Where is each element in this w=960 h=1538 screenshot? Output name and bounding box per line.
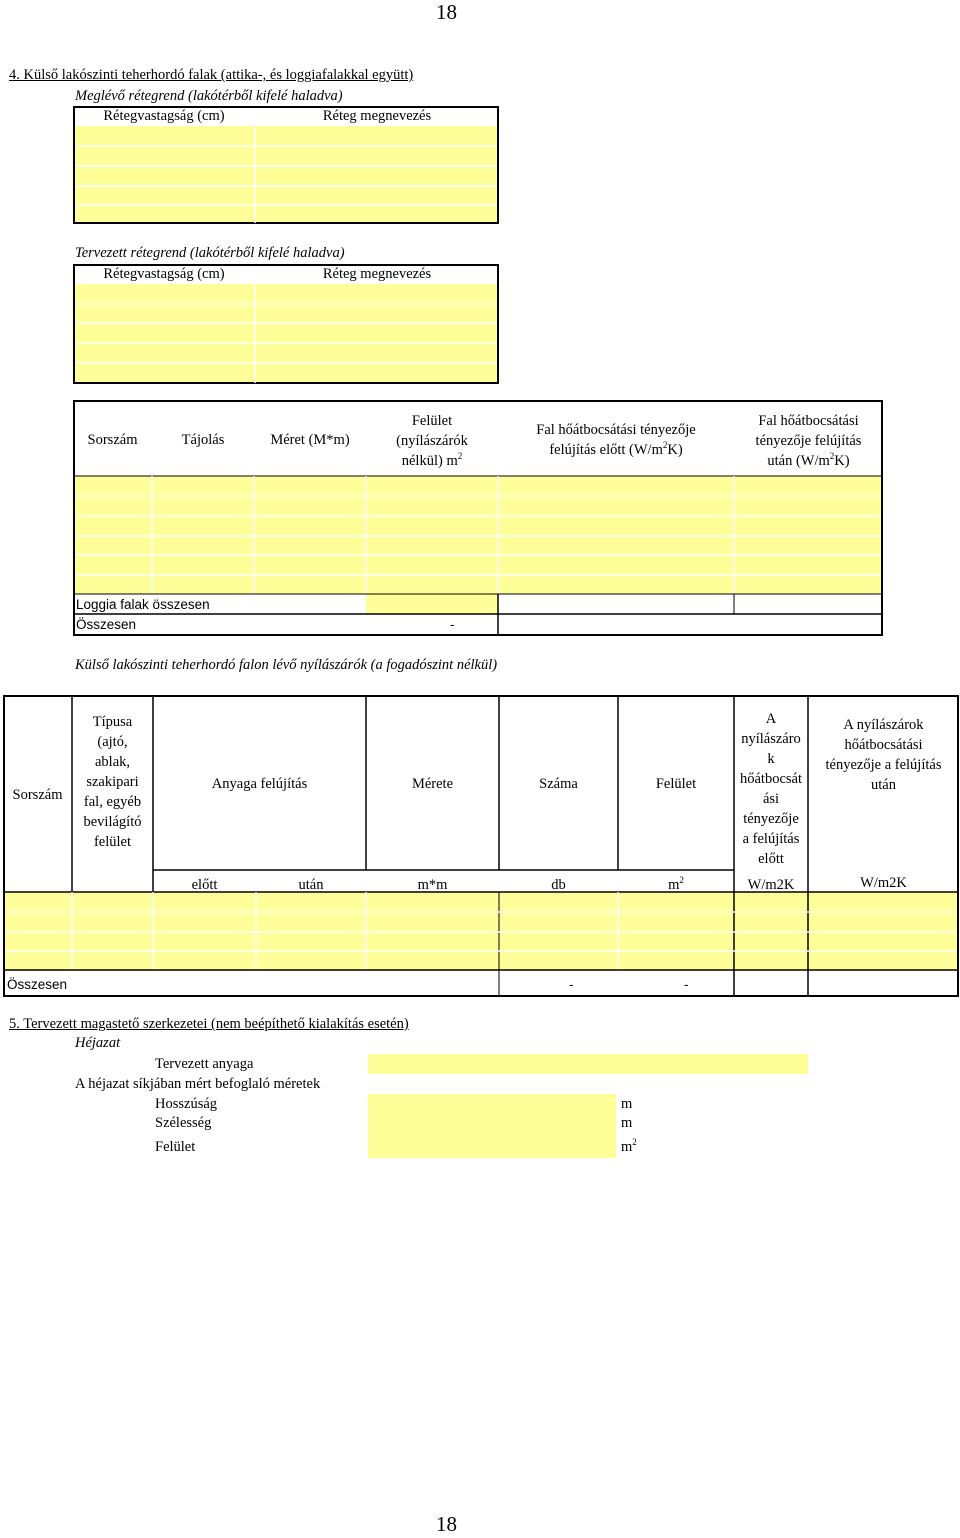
planned-col-name: Réteg megnevezés (322, 266, 432, 282)
page-number-top: 18 (436, 0, 457, 24)
planned-layers-table (73, 264, 499, 384)
openings-total-dash-1: - (569, 977, 574, 992)
planned-layers-caption: Tervezett rétegrend (lakótérből kifelé haladva) (75, 245, 345, 261)
existing-col-name: Réteg megnevezés (322, 108, 432, 124)
area-label: Felület (155, 1139, 196, 1155)
walls-total-label: Összesen (76, 617, 137, 632)
u-before-line-4: ási (762, 791, 780, 807)
openings-h-szama: Száma (539, 775, 578, 792)
section4-title: 4. Külső lakószinti teherhordó falak (attika-, és loggiafalakkal együtt) (9, 67, 414, 83)
width-field[interactable] (368, 1114, 616, 1134)
tipus-line-4: fal, egyéb (83, 794, 142, 810)
u-after-line-0: A nyílászárok (843, 717, 924, 733)
u-before-line-1: nyílászáro (741, 731, 801, 747)
existing-layers-table (73, 106, 499, 224)
openings-h-merete: Mérete (411, 775, 454, 792)
openings-table (3, 695, 959, 997)
area-unit: $m^2$ (621, 1137, 637, 1155)
openings-h-sorszam: Sorszám (12, 786, 63, 803)
u-before-line-7: előtt (758, 851, 784, 867)
walls-h-meret: Méret (M*m) (270, 432, 350, 448)
dims-caption: A héjazat síkjában mért befoglaló méretek (75, 1076, 321, 1092)
unit-mm: m*m (417, 877, 448, 893)
existing-col-thickness: Rétegvastagság (cm) (103, 108, 225, 124)
walls-table (73, 400, 883, 636)
planned-material-field[interactable] (368, 1054, 808, 1074)
openings-h-anyaga: Anyaga felújítás (211, 775, 308, 792)
u-after-line-1: hőátbocsátási (844, 737, 923, 753)
existing-layers-caption: Meglévő rétegrend (lakótérből kifelé haladva) (75, 88, 343, 104)
u-before-line-5: tényezője (743, 811, 799, 827)
walls-h-u-before: Fal hőátbocsátási tényezője felújítás előtt $(W/m^2K)$ (536, 422, 696, 458)
width-unit: m (621, 1115, 633, 1131)
tipus-line-0: Típusa (92, 714, 133, 730)
area-field[interactable] (368, 1134, 616, 1158)
width-label: Szélesség (155, 1115, 212, 1131)
openings-caption: Külső lakószinti teherhordó falon lévő nyílászárók (a fogadószint nélkül) (75, 657, 498, 673)
u-before-line-3: hőátbocsát (739, 771, 802, 787)
openings-h-felulet: Felület (655, 775, 697, 792)
openings-h-u-after (808, 715, 959, 855)
tipus-line-5: bevilágító (83, 814, 142, 830)
walls-total-value: - (450, 617, 455, 632)
walls-h-sorszam: Sorszám (87, 432, 138, 448)
u-after-line-2: tényezője a felújítás (825, 757, 942, 773)
walls-h-tajolas: Tájolás (181, 432, 225, 448)
u-before-line-2: k (767, 751, 775, 767)
openings-h-u-before (734, 709, 808, 869)
u-before-line-6: a felújítás (742, 831, 800, 847)
walls-h-felulet: Felület (nyílászárók nélkül) $m^2$ (396, 413, 468, 469)
planned-material-label: Tervezett anyaga (155, 1056, 254, 1072)
tipus-line-1: (ajtó, (97, 734, 128, 750)
u-before-line-0: A (765, 711, 777, 727)
walls-h-u-after: Fal hőátbocsátási tényezője felújítás után $(W/m^2K)$ (755, 413, 862, 469)
unit-m2: $m^2$ (668, 875, 684, 893)
unit-wm2k-after: W/m2K (860, 875, 907, 891)
unit-utan: után (298, 877, 324, 893)
length-field[interactable] (368, 1094, 616, 1114)
tipus-line-3: szakipari (86, 774, 139, 790)
hejazat-label: Héjazat (75, 1035, 121, 1051)
unit-db: db (551, 877, 566, 893)
planned-col-thickness: Rétegvastagság (cm) (103, 266, 225, 282)
unit-elott: előtt (191, 877, 218, 893)
openings-total-dash-2: - (684, 977, 689, 992)
page-number-bottom: 18 (436, 1512, 457, 1536)
section5-title: 5. Tervezett magastető szerkezetei (nem beépíthető kialakítás esetén) (9, 1016, 409, 1032)
length-unit: m (621, 1096, 633, 1112)
tipus-line-6: felület (93, 834, 132, 850)
unit-wm2k-before: W/m2K (747, 877, 795, 893)
length-label: Hosszúság (155, 1096, 218, 1112)
openings-h-tipus (72, 697, 153, 867)
u-after-line-3: után (871, 777, 896, 793)
tipus-line-2: ablak, (94, 754, 131, 770)
walls-loggia-label: Loggia falak összesen (76, 597, 210, 612)
openings-total-label: Összesen (7, 977, 68, 992)
